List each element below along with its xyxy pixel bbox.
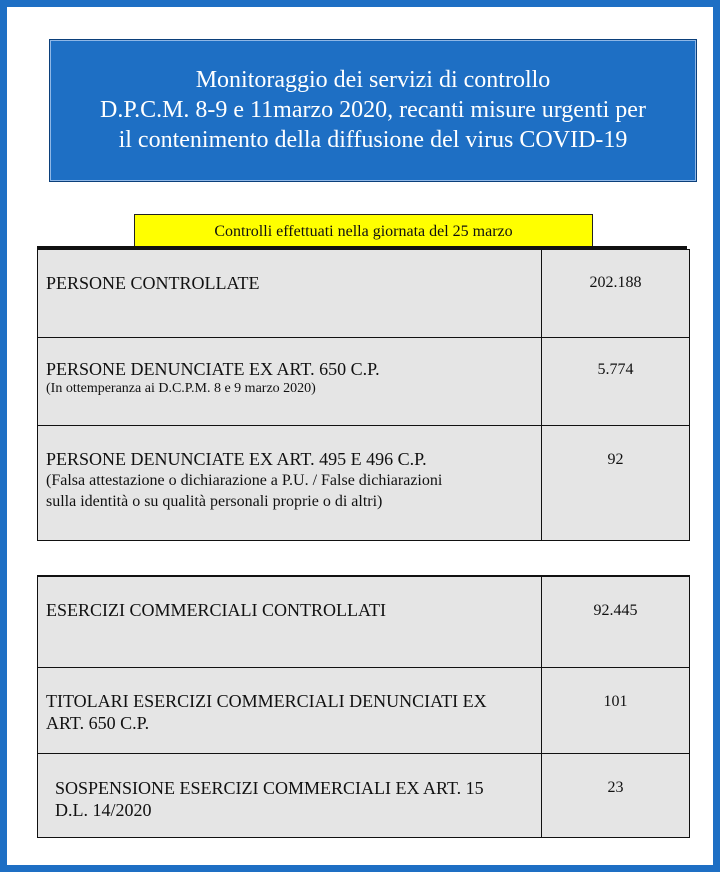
businesses-table <box>37 575 690 838</box>
row-value: 101 <box>603 692 628 710</box>
row-label-cell <box>38 753 542 837</box>
title-line-1: Monitoraggio dei servizi di controllo <box>195 67 551 93</box>
title-line-2: D.P.C.M. 8-9 e 11marzo 2020, recanti misure urgenti per <box>100 97 646 123</box>
row-label-cell <box>38 250 542 338</box>
row-label: SOSPENSIONE ESERCIZI COMMERCIALI EX ART. 15 <box>55 777 484 798</box>
title-box <box>49 39 697 182</box>
table-row <box>38 576 690 667</box>
row-label: TITOLARI ESERCIZI COMMERCIALI DENUNCIATI EX <box>46 690 487 711</box>
date-banner: Controlli effettuati nella giornata del 25 marzo <box>134 214 593 247</box>
row-label-cell <box>38 576 542 667</box>
row-label: ESERCIZI COMMERCIALI CONTROLLATI <box>46 600 386 620</box>
row-value-cell <box>542 576 690 667</box>
table-row <box>38 426 690 541</box>
persons-table <box>37 249 690 541</box>
table-row <box>38 753 690 837</box>
row-label: PERSONE DENUNCIATE EX ART. 495 E 496 C.P. <box>46 449 427 469</box>
row-label-cell <box>38 667 542 753</box>
title-line-3: il contenimento della diffusione del virus COVID-19 <box>118 127 628 153</box>
row-value-cell <box>542 426 690 541</box>
row-label: PERSONE DENUNCIATE EX ART. 650 C.P. <box>46 359 380 379</box>
row-note: (Falsa attestazione o dichiarazione a P.U. / False dichiarazioni <box>46 472 443 489</box>
row-label: D.L. 14/2020 <box>55 799 152 820</box>
row-value: 5.774 <box>597 361 634 378</box>
row-value-cell <box>542 667 690 753</box>
row-value: 92.445 <box>593 602 638 619</box>
row-value-cell <box>542 753 690 837</box>
row-label: PERSONE CONTROLLATE <box>46 273 260 293</box>
table-row <box>38 667 690 753</box>
row-value-cell <box>542 250 690 338</box>
row-value: 23 <box>607 778 624 796</box>
row-note: (In ottemperanza ai D.C.P.M. 8 e 9 marzo 2020) <box>46 381 316 396</box>
table-row <box>38 338 690 426</box>
row-label-cell <box>38 338 542 426</box>
row-note: sulla identità o su qualità personali proprie o di altri) <box>46 493 383 510</box>
row-label-cell <box>38 426 542 541</box>
row-value-cell <box>542 338 690 426</box>
table-row <box>38 250 690 338</box>
row-value: 202.188 <box>589 274 642 291</box>
row-value: 92 <box>607 451 624 468</box>
row-label: ART. 650 C.P. <box>46 712 150 733</box>
